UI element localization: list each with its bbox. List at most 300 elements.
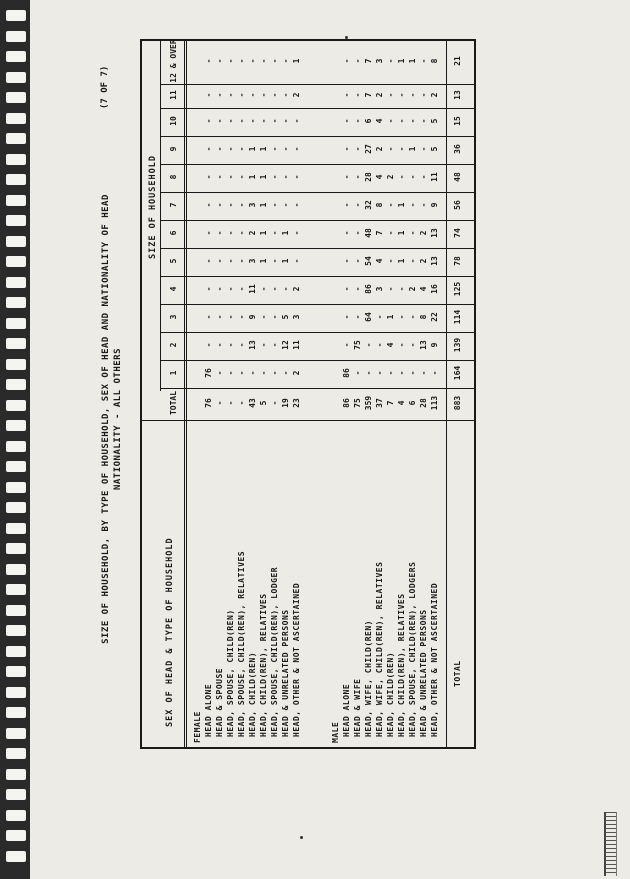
table-cell: - <box>259 92 268 98</box>
table-cell: 5 <box>259 400 268 406</box>
table-cell: - <box>226 342 235 348</box>
table-cell: - <box>292 118 301 124</box>
table-cell: 1 <box>248 174 257 180</box>
table-cell: - <box>386 92 395 98</box>
table-cell: - <box>386 146 395 152</box>
table-cell: - <box>215 202 224 208</box>
table-cell: 13 <box>430 256 439 266</box>
table-cell: - <box>281 146 290 152</box>
row-label: HEAD & UNRELATED PERSONS <box>281 609 290 737</box>
column-divider <box>160 164 474 165</box>
column-divider <box>160 332 474 333</box>
table-cell: - <box>342 286 351 292</box>
table-cell: 1 <box>292 58 301 64</box>
table-cell: 1 <box>408 146 417 152</box>
table-cell: - <box>237 258 246 264</box>
table-cell: - <box>342 146 351 152</box>
section-heading: FEMALE <box>193 711 202 743</box>
table-cell: 28 <box>364 172 373 182</box>
column-header: 6 <box>169 230 178 236</box>
row-label: HEAD, SPOUSE, CHILD(REN), LODGER <box>270 566 279 737</box>
table-cell: - <box>204 342 213 348</box>
table-cell: - <box>292 258 301 264</box>
table-cell: 1 <box>386 314 395 320</box>
table-cell: 8 <box>430 58 439 64</box>
table-cell: - <box>342 92 351 98</box>
table-cell: - <box>419 146 428 152</box>
table-cell: 27 <box>364 144 373 154</box>
column-header: 11 <box>169 90 178 100</box>
table-cell: 1 <box>281 230 290 236</box>
total-label: TOTAL <box>453 660 462 687</box>
table-cell: - <box>259 314 268 320</box>
total-cell: 15 <box>453 116 462 126</box>
table-cell: - <box>408 370 417 376</box>
row-label: HEAD, SPOUSE, CHILD(REN), LODGERS <box>408 561 417 737</box>
table-cell: 13 <box>430 228 439 238</box>
table-cell: - <box>215 258 224 264</box>
table-cell: - <box>292 146 301 152</box>
table-cell: 22 <box>430 312 439 322</box>
table-cell: - <box>342 174 351 180</box>
section-heading: MALE <box>331 721 340 743</box>
table-cell: - <box>226 146 235 152</box>
table-cell: - <box>342 314 351 320</box>
table-cell: 3 <box>375 286 384 292</box>
table-cell: 359 <box>364 395 373 411</box>
table-cell: - <box>281 92 290 98</box>
table-cell: - <box>226 230 235 236</box>
total-cell: 21 <box>453 56 462 66</box>
table-cell: - <box>353 314 362 320</box>
table-cell: - <box>408 202 417 208</box>
table-cell: 1 <box>397 258 406 264</box>
table-cell: 1 <box>248 146 257 152</box>
table-cell: - <box>408 174 417 180</box>
table-cell: 2 <box>375 92 384 98</box>
column-divider <box>160 360 474 361</box>
table-cell: 6 <box>408 400 417 406</box>
table-cell: - <box>237 146 246 152</box>
table-cell: 7 <box>375 230 384 236</box>
table-cell: 2 <box>430 92 439 98</box>
total-cell: 13 <box>453 90 462 100</box>
table-cell: 1 <box>259 230 268 236</box>
table-cell: - <box>204 146 213 152</box>
table-cell: - <box>215 58 224 64</box>
table-cell: 1 <box>259 146 268 152</box>
column-header: 3 <box>169 314 178 320</box>
row-label: HEAD, CHILD(REN) <box>248 651 257 737</box>
row-label: HEAD ALONE <box>342 683 351 737</box>
table-cell: 9 <box>430 202 439 208</box>
table-cell: - <box>226 174 235 180</box>
row-label: HEAD & UNRELATED PERSONS <box>419 609 428 737</box>
table-cell: - <box>397 286 406 292</box>
table-cell: - <box>270 342 279 348</box>
header-rule <box>184 41 185 747</box>
header-rule-2 <box>186 41 187 747</box>
table-cell: - <box>364 370 373 376</box>
table-cell: - <box>408 342 417 348</box>
table-cell: - <box>215 370 224 376</box>
table-cell: - <box>342 58 351 64</box>
table-cell: 8 <box>419 314 428 320</box>
total-rule <box>446 41 447 747</box>
table-cell: - <box>248 118 257 124</box>
table-cell: - <box>364 342 373 348</box>
table-cell: 76 <box>204 368 213 378</box>
table-cell: 4 <box>386 342 395 348</box>
table-cell: - <box>353 202 362 208</box>
row-label: HEAD ALONE <box>204 683 213 737</box>
table-cell: 4 <box>375 174 384 180</box>
table-cell: - <box>270 202 279 208</box>
total-cell: 36 <box>453 144 462 154</box>
table-cell: - <box>226 258 235 264</box>
table-cell: 5 <box>430 146 439 152</box>
table-cell: - <box>248 370 257 376</box>
stub-divider <box>142 420 474 421</box>
table-cell: 1 <box>397 230 406 236</box>
table-cell: - <box>237 370 246 376</box>
row-label: HEAD, SPOUSE, CHILD(REN), RELATIVES <box>237 550 246 737</box>
table-cell: - <box>215 400 224 406</box>
table-cell: 11 <box>248 284 257 294</box>
column-divider <box>160 136 474 137</box>
table-cell: - <box>204 258 213 264</box>
column-divider <box>160 276 474 277</box>
table-cell: - <box>342 258 351 264</box>
household-table <box>140 39 476 749</box>
table-cell: - <box>259 118 268 124</box>
table-cell: 32 <box>364 200 373 210</box>
table-cell: 9 <box>248 314 257 320</box>
spanner-rule <box>160 41 161 391</box>
table-cell: 8 <box>375 202 384 208</box>
table-cell: 86 <box>342 368 351 378</box>
column-divider <box>160 108 474 109</box>
table-cell: - <box>226 92 235 98</box>
table-cell: - <box>226 286 235 292</box>
table-cell: - <box>237 118 246 124</box>
total-cell: 125 <box>453 281 462 297</box>
table-cell: - <box>281 286 290 292</box>
table-cell: 2 <box>292 286 301 292</box>
table-cell: - <box>342 118 351 124</box>
table-cell: 75 <box>353 340 362 350</box>
table-cell: 28 <box>419 398 428 408</box>
row-label: HEAD, OTHER & NOT ASCERTAINED <box>430 582 439 737</box>
row-label: HEAD & WIFE <box>353 678 362 737</box>
table-cell: - <box>353 92 362 98</box>
row-label: HEAD, CHILD(REN), RELATIVES <box>397 593 406 737</box>
table-cell: - <box>292 174 301 180</box>
column-header: 5 <box>169 258 178 264</box>
table-cell: - <box>430 370 439 376</box>
column-header: 4 <box>169 286 178 292</box>
table-cell: - <box>215 118 224 124</box>
table-cell: 1 <box>259 258 268 264</box>
table-cell: - <box>226 370 235 376</box>
table-cell: - <box>270 146 279 152</box>
row-label: HEAD, WIFE, CHILD(REN), RELATIVES <box>375 561 384 737</box>
column-header: 2 <box>169 342 178 348</box>
table-cell: 7 <box>364 58 373 64</box>
table-cell: - <box>248 58 257 64</box>
row-label: HEAD, SPOUSE, CHILD(REN) <box>226 609 235 737</box>
column-header: 1 <box>169 370 178 376</box>
table-cell: 16 <box>430 284 439 294</box>
table-cell: 75 <box>353 398 362 408</box>
table-cell: 1 <box>259 202 268 208</box>
table-cell: 2 <box>292 92 301 98</box>
table-cell: - <box>375 342 384 348</box>
table-cell: - <box>237 58 246 64</box>
table-cell: - <box>353 174 362 180</box>
table-cell: 3 <box>248 202 257 208</box>
table-cell: 2 <box>419 258 428 264</box>
table-cell: - <box>281 58 290 64</box>
table-cell: 2 <box>292 370 301 376</box>
table-cell: - <box>353 230 362 236</box>
row-label: HEAD, OTHER & NOT ASCERTAINED <box>292 582 301 737</box>
table-cell: - <box>226 202 235 208</box>
table-cell: - <box>397 118 406 124</box>
column-header: 12 & OVER <box>169 39 178 83</box>
table-cell: - <box>353 258 362 264</box>
total-cell: 74 <box>453 228 462 238</box>
table-cell: - <box>281 118 290 124</box>
table-cell: - <box>408 258 417 264</box>
total-cell: 164 <box>453 365 462 381</box>
table-cell: 2 <box>375 146 384 152</box>
table-cell: - <box>237 286 246 292</box>
table-cell: - <box>281 202 290 208</box>
table-cell: - <box>204 174 213 180</box>
total-cell: 56 <box>453 200 462 210</box>
column-header: 9 <box>169 146 178 152</box>
column-header: TOTAL <box>169 390 178 416</box>
table-cell: 37 <box>375 398 384 408</box>
column-divider <box>160 304 474 305</box>
table-cell: 5 <box>430 118 439 124</box>
table-cell: - <box>215 174 224 180</box>
table-cell: - <box>353 118 362 124</box>
table-cell: - <box>237 400 246 406</box>
table-cell: 1 <box>397 202 406 208</box>
table-cell: - <box>237 230 246 236</box>
table-cell: - <box>397 146 406 152</box>
table-cell: - <box>215 342 224 348</box>
total-cell: 78 <box>453 256 462 266</box>
table-cell: 3 <box>248 258 257 264</box>
table-cell: - <box>204 58 213 64</box>
table-cell: - <box>204 92 213 98</box>
table-cell: - <box>397 342 406 348</box>
row-label: HEAD & SPOUSE <box>215 667 224 737</box>
table-cell: - <box>204 118 213 124</box>
column-divider <box>160 388 474 389</box>
table-cell: - <box>408 92 417 98</box>
table-cell: 2 <box>248 230 257 236</box>
table-cell: - <box>259 58 268 64</box>
table-cell: - <box>375 370 384 376</box>
table-cell: - <box>419 370 428 376</box>
table-cell: 1 <box>281 258 290 264</box>
table-cell: 4 <box>375 118 384 124</box>
table-cell: - <box>419 118 428 124</box>
table-cell: - <box>226 58 235 64</box>
table-cell: - <box>281 370 290 376</box>
table-cell: 4 <box>375 258 384 264</box>
table-cell: - <box>342 230 351 236</box>
table-cell: - <box>204 286 213 292</box>
column-header: 10 <box>169 116 178 126</box>
table-cell: - <box>342 202 351 208</box>
table-cell: - <box>419 202 428 208</box>
table-cell: - <box>397 174 406 180</box>
table-cell: 2 <box>419 230 428 236</box>
title-line-2: NATIONALITY - ALL OTHERS <box>113 347 123 491</box>
table-cell: 9 <box>430 342 439 348</box>
column-header: 8 <box>169 174 178 180</box>
total-cell: 114 <box>453 309 462 325</box>
table-cell: - <box>237 174 246 180</box>
table-cell: - <box>204 314 213 320</box>
table-cell: 6 <box>364 118 373 124</box>
table-cell: 86 <box>342 398 351 408</box>
table-cell: 11 <box>430 172 439 182</box>
table-cell: 4 <box>419 286 428 292</box>
table-cell: - <box>270 400 279 406</box>
table-cell: 7 <box>386 400 395 406</box>
table-cell: 48 <box>364 228 373 238</box>
table-cell: - <box>397 370 406 376</box>
table-cell: - <box>419 174 428 180</box>
table-cell: - <box>292 202 301 208</box>
row-label: HEAD, CHILD(REN), RELATIVES <box>259 593 268 737</box>
row-label: HEAD, CHILD(REN) <box>386 651 395 737</box>
table-cell: - <box>342 342 351 348</box>
table-cell: - <box>226 314 235 320</box>
table-cell: - <box>270 118 279 124</box>
table-cell: 23 <box>292 398 301 408</box>
table-cell: - <box>248 92 257 98</box>
table-cell: - <box>270 174 279 180</box>
table-cell: - <box>215 286 224 292</box>
table-cell: - <box>237 314 246 320</box>
table-cell: - <box>215 314 224 320</box>
total-cell: 883 <box>453 395 462 411</box>
table-cell: - <box>226 400 235 406</box>
table-cell: 3 <box>292 314 301 320</box>
table-cell: - <box>408 314 417 320</box>
table-cell: 2 <box>386 174 395 180</box>
table-cell: 86 <box>364 284 373 294</box>
table-cell: - <box>386 58 395 64</box>
table-cell: - <box>419 92 428 98</box>
table-cell: - <box>386 202 395 208</box>
table-cell: 13 <box>419 340 428 350</box>
table-cell: 64 <box>364 312 373 322</box>
table-cell: - <box>270 58 279 64</box>
table-cell: - <box>419 58 428 64</box>
table-cell: - <box>215 230 224 236</box>
size-spanner: SIZE OF HOUSEHOLD <box>148 155 158 259</box>
column-divider <box>160 248 474 249</box>
table-cell: - <box>408 230 417 236</box>
column-header: 7 <box>169 202 178 208</box>
table-cell: 2 <box>408 286 417 292</box>
table-cell: - <box>397 92 406 98</box>
table-cell: 54 <box>364 256 373 266</box>
table-cell: - <box>281 174 290 180</box>
table-cell: - <box>204 202 213 208</box>
column-divider <box>160 192 474 193</box>
table-cell: 1 <box>397 58 406 64</box>
table-cell: 11 <box>292 340 301 350</box>
table-cell: - <box>353 286 362 292</box>
table-cell: - <box>353 58 362 64</box>
table-cell: 12 <box>281 340 290 350</box>
table-cell: - <box>215 146 224 152</box>
row-label: HEAD, WIFE, CHILD(REN) <box>364 620 373 737</box>
table-cell: - <box>386 230 395 236</box>
table-cell: 113 <box>430 395 439 411</box>
table-cell: - <box>259 286 268 292</box>
table-cell: 5 <box>281 314 290 320</box>
table-cell: - <box>386 286 395 292</box>
total-cell: 139 <box>453 337 462 353</box>
table-cell: 7 <box>364 92 373 98</box>
table-cell: - <box>226 118 235 124</box>
table-cell: - <box>237 92 246 98</box>
table-cell: 3 <box>375 58 384 64</box>
page-title <box>100 119 124 719</box>
stub-header: SEX OF HEAD & TYPE OF HOUSEHOLD <box>165 537 175 727</box>
table-cell: - <box>386 258 395 264</box>
table-cell: - <box>237 342 246 348</box>
table-cell: - <box>270 370 279 376</box>
table-cell: 19 <box>281 398 290 408</box>
title-line-1: SIZE OF HOUSEHOLD, BY TYPE OF HOUSEHOLD, SEX OF HEAD AND NATIONALITY OF HEAD <box>101 194 111 644</box>
table-cell: - <box>353 370 362 376</box>
table-cell: - <box>408 118 417 124</box>
table-cell: - <box>397 314 406 320</box>
table-cell: 1 <box>259 174 268 180</box>
table-cell: - <box>386 370 395 376</box>
table-cell: - <box>353 146 362 152</box>
total-cell: 48 <box>453 172 462 182</box>
table-cell: - <box>237 202 246 208</box>
table-cell: - <box>204 230 213 236</box>
table-cell: - <box>270 92 279 98</box>
table-cell: - <box>292 230 301 236</box>
table-cell: 1 <box>408 58 417 64</box>
table-cell: - <box>270 314 279 320</box>
page-indicator: (7 OF 7) <box>100 65 110 109</box>
table-cell: - <box>215 92 224 98</box>
table-cell: 76 <box>204 398 213 408</box>
table-cell: - <box>259 342 268 348</box>
table-cell: - <box>386 118 395 124</box>
table-cell: - <box>270 258 279 264</box>
table-cell: - <box>259 370 268 376</box>
table-cell: 13 <box>248 340 257 350</box>
table-cell: - <box>375 314 384 320</box>
table-cell: - <box>270 286 279 292</box>
